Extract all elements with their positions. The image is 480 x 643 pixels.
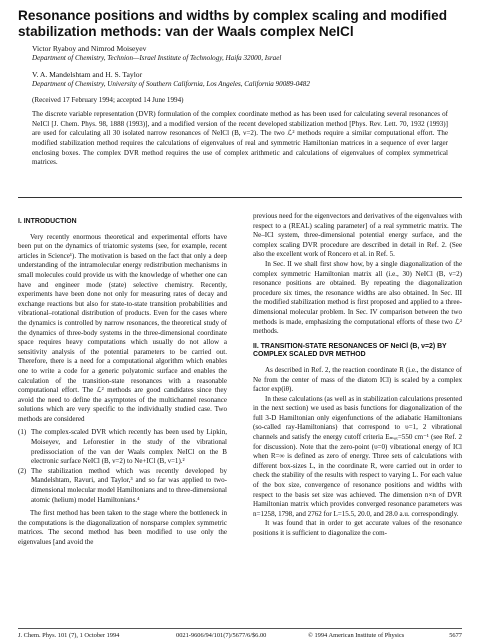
paragraph: previous need for the eigenvectors and derivatives of the eigenvalues with respect to a (REAL) scaling parameter] of a real symmetric matrix. The Ne–ICl system, three-dimensional potential energy surface, and the complex scaling DVR procedure are described in detail in Ref. 2. (See also the excellent work of Roncero et al. in Ref. 5. [253, 212, 462, 259]
author-affiliation: Department of Chemistry, Technion—Israel Institute of Technology, Haifa 32000, Israel [32, 53, 282, 62]
paragraph: In these calculations (as well as in stabilization calculations presented in the next section) we used as basis functions for diagonalization of the full 3-D Hamiltonian only eigenfunctions of the adiabatic Hamiltonians (so-called ray-Hamiltonians) that correspond to υ=1, 2 vibrational channels and satisfy the energy cutoff criteria Eₘₐₓ=550 cm⁻¹ (see Ref. 2 for discussion). Note that the zero-point (υ=0) vibrational energy of ICl when R=∞ is defined as zero of energy. Three sets of calculations with different box-sizes L, in the coordinate R, were carried out in order to check the stability of the results with respect to varying L. For each value of the box size, convergence of resonance positions and widths with respect to the basis set size was achieved. The dimension n×n of DVR Hamiltonian matrix which provides converged resonance parameters was n=1258, 1798, and 2762 for L=15.5, 20.0, and 28.0 a.u. correspondingly. [253, 394, 462, 518]
page-number: 5677 [449, 632, 462, 639]
page-footer [18, 628, 462, 641]
article-title: Resonance positions and widths by complex scaling and modified stabilization methods: van der Waals complex NeICl [18, 8, 448, 39]
section-heading: I. INTRODUCTION [18, 218, 77, 225]
list-item-number: (1) [18, 428, 27, 437]
author-names: Victor Ryaboy and Nimrod Moiseyev [32, 44, 147, 53]
paragraph: It was found that in order to get accurate values of the resonance positions it is sufficient to diagonalize the com- [253, 519, 462, 537]
section-heading: II. TRANSITION-STATE RESONANCES OF NeICl (B, ν=2) BY COMPLEX SCALED DVR METHOD [253, 342, 447, 359]
list-item [18, 467, 227, 505]
author-affiliation: Department of Chemistry, University of Southern California, Los Angeles, California 90089-0482 [32, 79, 310, 88]
list-item [18, 428, 227, 466]
paragraph: The first method has been taken to the stage where the bottleneck in the computations is the diagonalization of nonsparse complex symmetric matrices. The second method has been modified to use only the eigenvalues [and avoid the [18, 509, 227, 546]
list-item-text: The stabilization method which was recently developed by Mandelshtam, Ravuri, and Taylor,³ and so far was applied to two-dimensional molecular model Hamiltonians and to three-dimensional atomic (helium) model Hamiltonians.⁴ [31, 466, 227, 504]
abstract: The discrete variable representation (DVR) formulation of the complex coordinate method as has been used for calculating several resonances of NeICl [J. Chem. Phys. 98, 1888 (1993)], and a modified version of the recent developed stabilization method [Phys. Rev. Lett. 70, 1932 (1993)] are used for calculating all 30 isolated narrow resonances of NeICl (B, ν=2). The two ℒ² methods require a similar computational effort. The modified stabilization method requires the calculations of eigenvalues of real and symmetric Hamiltonian matrices in a sequence of ever larger enclosing boxes. The complex DVR method requires the use of complex arithmetic and calculations of eigenvalues of complex symmetrical matrices. [32, 110, 448, 167]
author-names: V. A. Mandelshtam and H. S. Taylor [32, 70, 143, 79]
article-code: 0021-9606/94/101(7)/5677/6/$6.00 [176, 632, 267, 639]
method-list [18, 428, 227, 505]
right-column [253, 212, 462, 539]
divider [18, 197, 462, 198]
author-block-1 [32, 44, 452, 63]
list-item-number: (2) [18, 466, 27, 475]
author-block-2 [32, 70, 452, 89]
paragraph: Very recently enormous theoretical and experimental efforts have been put on the dynamics of triatomic systems (see, for example, recent articles in Science¹). The motivation is based on the fact that only a deep understanding of the intramolecular energy redistribution mechanisms in small molecules could provide us with the knowledge of whether one can have and engineer mode (state) selective chemistry. Recently, experiments have been done not only for measuring rates of decay and exchange reactions but also for state-to-state transition probabilities and vibrational–rotational distribution of products. Even for the cases where the dynamics is controlled by narrow resonances, the theoretical study of the dynamics of three-body systems in the three-dimensional coordinate space requires heavy computations which usually do not allow a sensitivity analysis of the potential parameters to be carried out. Therefore, there is a need for a computational algorithm which enables one to write a code for a generic polyatomic surface and enables the calculation of the transition-state resonances with a reasonable computational effort. The ℒ² methods are good candidates since they avoid the need to define the asymptotes of the multichannel resonance solutions which are very specific to the individually studied case. Two methods are considered [18, 232, 227, 423]
received-dates: (Received 17 February 1994; accepted 14 June 1994) [32, 96, 184, 104]
left-column [18, 218, 227, 548]
paragraph: In Sec. II we shall first show how, by a single diagonalization of the complex symmetric Hamiltonian matrix all (i.e., 30) NeICl (B, ν=2) resonance positions are obtained. By repeating the diagonalization procedure six times, the resonance widths are also obtained. In Sec. III the modified stabilization method is first proposed and applied to a three-dimensional molecular problem. In Sec. IV comparison between the two methods is made, emphasizing the computational efforts of these two ℒ² methods. [253, 259, 462, 336]
copyright-notice: © 1994 American Institute of Physics [308, 632, 405, 639]
list-item-text: The complex-scaled DVR which recently has been used by Lipkin, Moiseyev, and Leforestier in the study of the vibrational predissociation of the van der Waals complex NeICl on the B electronic surface NeICl (B, ν=2) to Ne+ICl (B, ν=1).² [31, 428, 227, 466]
journal-citation: J. Chem. Phys. 101 (7), 1 October 1994 [18, 632, 120, 639]
paragraph: As described in Ref. 2, the reaction coordinate R (i.e., the distance of Ne from the center of mass of the diatom ICl) is scaled by a complex factor exp(iθ). [253, 365, 462, 394]
